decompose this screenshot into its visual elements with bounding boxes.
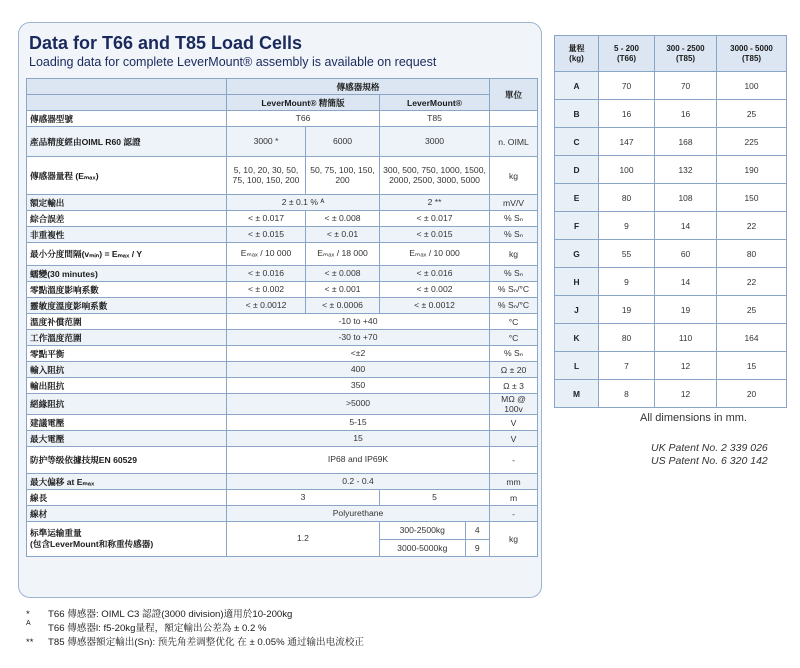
spec-unit: Ω ± 3	[490, 378, 538, 394]
variant-header-standard: LeverMount®	[380, 95, 490, 111]
dimensions-note: All dimensions in mm.	[640, 412, 747, 424]
dim-value: 12	[655, 352, 717, 380]
spec-unit: % Sₙ/°C	[490, 298, 538, 314]
spec-label: 綜合誤差	[27, 211, 227, 227]
dim-value: 16	[655, 100, 717, 128]
footnote-text: T66 傳感器l: f5-20kg量程，額定輸出公差為 ± 0.2 %	[48, 623, 267, 634]
dim-value: 22	[717, 212, 787, 240]
dim-value: 14	[655, 268, 717, 296]
unit-header: 單位	[490, 79, 538, 111]
spec-unit: n. OIML	[490, 127, 538, 157]
spec-row	[27, 362, 538, 378]
dim-value: 80	[599, 184, 655, 212]
spec-unit: MΩ @ 100v	[490, 394, 538, 415]
spec-value-t85: < ± 0.002	[380, 282, 490, 298]
spec-row	[27, 314, 538, 330]
spec-label: 建議電壓	[27, 415, 227, 431]
spec-unit: % Sₙ	[490, 211, 538, 227]
spec-row	[27, 415, 538, 431]
dim-key: C	[555, 128, 599, 156]
footnote	[26, 620, 364, 634]
spec-value-t85: T85	[380, 111, 490, 127]
dim-header	[655, 36, 717, 72]
spec-value-t85: < ± 0.017	[380, 211, 490, 227]
dim-value: 15	[717, 352, 787, 380]
spec-row-weight	[27, 522, 538, 557]
dim-row	[555, 240, 787, 268]
dim-row	[555, 212, 787, 240]
spec-value-t85: 2 **	[380, 195, 490, 211]
dim-value: 20	[717, 380, 787, 408]
spec-value-t66-compact: < ± 0.017	[227, 211, 306, 227]
dim-key: A	[555, 72, 599, 100]
spec-value-t66-compact: 5, 10, 20, 30, 50, 75, 100, 150, 200	[227, 157, 306, 195]
dim-value: 9	[599, 212, 655, 240]
dim-value: 164	[717, 324, 787, 352]
spec-value: -30 to +70	[227, 330, 490, 346]
dim-header-line: 3000 - 5000	[730, 43, 773, 53]
dim-value: 168	[655, 128, 717, 156]
spec-value-t66: 3	[227, 490, 380, 506]
spec-row	[27, 298, 538, 314]
dim-row	[555, 72, 787, 100]
uk-patent: UK Patent No. 2 339 026	[651, 442, 768, 454]
spec-value-t85: Eₘₐₓ / 10 000	[380, 243, 490, 266]
dim-header-line: (kg)	[569, 53, 584, 63]
spec-header-blank	[27, 79, 227, 95]
footnote-mark: *	[26, 609, 30, 620]
spec-label: 最大電壓	[27, 431, 227, 447]
footnote	[26, 634, 364, 648]
spec-row	[27, 111, 538, 127]
weight-range: 3000-5000kg	[380, 539, 465, 556]
spec-value-t85: < ± 0.0012	[380, 298, 490, 314]
footnote-text: T85 傳感器額定輸出(Sn): 预先角差调整优化 在 ± 0.05% 通过输出电流校正	[48, 637, 365, 648]
spec-value-t85: 300, 500, 750, 1000, 1500, 2000, 2500, 3000, 5000	[380, 157, 490, 195]
spec-label: 產品精度經由OIML R60 認證	[27, 127, 227, 157]
dim-key: D	[555, 156, 599, 184]
dim-header-line: (T66)	[616, 53, 637, 63]
spec-header-blank	[27, 95, 227, 111]
dim-row	[555, 380, 787, 408]
spec-value-t85: 3000	[380, 127, 490, 157]
dim-value: 16	[599, 100, 655, 128]
spec-unit: kg	[490, 243, 538, 266]
spec-row	[27, 431, 538, 447]
dim-row	[555, 128, 787, 156]
spec-label: 絕緣阻抗	[27, 394, 227, 415]
spec-value-t66-compact: 3000 *	[227, 127, 306, 157]
footnote-mark: A	[26, 620, 31, 627]
dim-key: M	[555, 380, 599, 408]
spec-value: 5-15	[227, 415, 490, 431]
spec-label: 零點平衡	[27, 346, 227, 362]
spec-unit: Ω ± 20	[490, 362, 538, 378]
spec-row	[27, 227, 538, 243]
dim-key: H	[555, 268, 599, 296]
dim-value: 9	[599, 268, 655, 296]
spec-label: 零點溫度影响系數	[27, 282, 227, 298]
spec-value: -10 to +40	[227, 314, 490, 330]
spec-unit: -	[490, 447, 538, 474]
spec-table	[26, 78, 538, 557]
dim-row	[555, 324, 787, 352]
dim-row	[555, 268, 787, 296]
weight-subtable	[380, 522, 489, 556]
spec-row	[27, 346, 538, 362]
spec-panel	[18, 22, 542, 598]
dim-key: G	[555, 240, 599, 268]
spec-unit	[490, 111, 538, 127]
spec-label: 最小分度間隔(vₘᵢₙ) = Eₘₐₓ / Y	[27, 243, 227, 266]
spec-unit: V	[490, 415, 538, 431]
dim-key: E	[555, 184, 599, 212]
spec-unit: % Sₙ	[490, 346, 538, 362]
weight-value-t85	[380, 522, 490, 557]
spec-value-t66-compact: < ± 0.0012	[227, 298, 306, 314]
spec-value: Polyurethane	[227, 506, 490, 522]
spec-label: 額定輸出	[27, 195, 227, 211]
spec-value: >5000	[227, 394, 490, 415]
footnote-mark: **	[26, 637, 34, 648]
spec-row	[27, 330, 538, 346]
weight-label-line1: 标準运输重量	[30, 528, 82, 538]
spec-unit: °C	[490, 330, 538, 346]
spec-row	[27, 282, 538, 298]
spec-label: 防护等级依據技規EN 60529	[27, 447, 227, 474]
spec-label: 傳感器量程 (Eₘₐₓ)	[27, 157, 227, 195]
footnotes	[26, 606, 364, 648]
spec-row	[27, 474, 538, 490]
spec-unit: % Sₙ	[490, 227, 538, 243]
dim-header-line: (T85)	[675, 53, 696, 63]
dim-value: 150	[717, 184, 787, 212]
dim-value: 55	[599, 240, 655, 268]
dim-value: 19	[599, 296, 655, 324]
spec-value-t85: < ± 0.015	[380, 227, 490, 243]
spec-label: 最大偏移 at Eₘₐₓ	[27, 474, 227, 490]
dim-value: 25	[717, 296, 787, 324]
us-patent: US Patent No. 6 320 142	[651, 455, 768, 467]
dim-key: B	[555, 100, 599, 128]
spec-value-t66-standard: < ± 0.008	[306, 266, 380, 282]
spec-row	[27, 127, 538, 157]
spec-value-t66-standard: < ± 0.008	[306, 211, 380, 227]
dim-value: 147	[599, 128, 655, 156]
spec-unit: mV/V	[490, 195, 538, 211]
dim-header	[555, 36, 599, 72]
spec-value: <±2	[227, 346, 490, 362]
spec-value-t66: 2 ± 0.1 % ᴬ	[227, 195, 380, 211]
dim-header-line: (T85)	[741, 53, 762, 63]
spec-value-t66-standard: < ± 0.0006	[306, 298, 380, 314]
spec-value: 350	[227, 378, 490, 394]
dim-value: 110	[655, 324, 717, 352]
dim-value: 225	[717, 128, 787, 156]
spec-row	[27, 378, 538, 394]
spec-row	[27, 490, 538, 506]
dim-value: 132	[655, 156, 717, 184]
page-subtitle: Loading data for complete LeverMount® assembly is available on request	[29, 55, 437, 69]
spec-row	[27, 157, 538, 195]
spec-row	[27, 195, 538, 211]
spec-unit: kg	[490, 522, 538, 557]
spec-value-t66: T66	[227, 111, 380, 127]
dim-row	[555, 352, 787, 380]
dim-value: 100	[717, 72, 787, 100]
spec-value-t66-compact: < ± 0.015	[227, 227, 306, 243]
spec-row	[27, 211, 538, 227]
dim-header	[717, 36, 787, 72]
dim-value: 108	[655, 184, 717, 212]
weight-value: 4	[465, 522, 489, 539]
spec-unit: kg	[490, 157, 538, 195]
footnote-text: T66 傳感器: OIML C3 認證(3000 division)適用於10-200kg	[48, 609, 293, 620]
spec-value-t66-standard: 50, 75, 100, 150, 200	[306, 157, 380, 195]
dim-key: K	[555, 324, 599, 352]
dim-value: 25	[717, 100, 787, 128]
spec-row	[27, 243, 538, 266]
spec-value: 400	[227, 362, 490, 378]
spec-unit: mm	[490, 474, 538, 490]
spec-unit: % Sₙ/°C	[490, 282, 538, 298]
dim-header	[599, 36, 655, 72]
dim-row	[555, 156, 787, 184]
dim-row	[555, 296, 787, 324]
spec-label: 線材	[27, 506, 227, 522]
spec-label	[27, 522, 227, 557]
weight-value: 9	[474, 542, 480, 553]
spec-row	[27, 394, 538, 415]
dimension-table	[554, 35, 787, 408]
spec-unit: % Sₙ	[490, 266, 538, 282]
dim-value: 22	[717, 268, 787, 296]
dim-value: 14	[655, 212, 717, 240]
dim-value: 19	[655, 296, 717, 324]
footnote	[26, 606, 364, 620]
spec-value-t66-standard: 6000	[306, 127, 380, 157]
spec-value: IP68 and IP69K	[227, 447, 490, 474]
dim-header-line: 量程	[568, 43, 585, 53]
spec-value-t66-compact: < ± 0.002	[227, 282, 306, 298]
dim-value: 8	[599, 380, 655, 408]
dim-header-line: 5 - 200	[614, 43, 639, 53]
spec-value: 0.2 - 0.4	[227, 474, 490, 490]
spec-unit: °C	[490, 314, 538, 330]
spec-row	[27, 506, 538, 522]
spec-value-t66-standard: < ± 0.01	[306, 227, 380, 243]
weight-range: 300-2500kg	[380, 522, 465, 539]
dim-value: 190	[717, 156, 787, 184]
dim-key: L	[555, 352, 599, 380]
dim-header-line: 300 - 2500	[666, 43, 705, 53]
spec-unit: -	[490, 506, 538, 522]
spec-value-t66-compact: < ± 0.016	[227, 266, 306, 282]
dim-value: 7	[599, 352, 655, 380]
spec-label: 靈敏度溫度影响系數	[27, 298, 227, 314]
spec-row	[27, 266, 538, 282]
spec-value-t66-compact: Eₘₐₓ / 10 000	[227, 243, 306, 266]
weight-label-line2: (包含LeverMount和称重传感器)	[30, 539, 154, 549]
spec-label: 線長	[27, 490, 227, 506]
spec-label: 輸出阻抗	[27, 378, 227, 394]
page-title: Data for T66 and T85 Load Cells	[29, 33, 303, 53]
spec-value-t85: 5	[380, 490, 490, 506]
spec-value-t66-standard: Eₘₐₓ / 18 000	[306, 243, 380, 266]
dim-value: 60	[655, 240, 717, 268]
dim-value: 70	[599, 72, 655, 100]
spec-label: 蠕變(30 minutes)	[27, 266, 227, 282]
dim-value: 100	[599, 156, 655, 184]
spec-unit: m	[490, 490, 538, 506]
spec-unit: V	[490, 431, 538, 447]
spec-header: 傳感器規格	[227, 79, 490, 95]
spec-value: 15	[227, 431, 490, 447]
variant-header-compact: LeverMount® 精簡版	[227, 95, 380, 111]
spec-label: 輸入阻抗	[27, 362, 227, 378]
spec-label: 溫度补償范圍	[27, 314, 227, 330]
spec-label: 工作溫度范圍	[27, 330, 227, 346]
dim-row	[555, 184, 787, 212]
dim-key: F	[555, 212, 599, 240]
spec-label: 非重複性	[27, 227, 227, 243]
spec-row	[27, 447, 538, 474]
spec-value-t85: < ± 0.016	[380, 266, 490, 282]
dim-value: 70	[655, 72, 717, 100]
spec-value-t66-standard: < ± 0.001	[306, 282, 380, 298]
spec-label: 傳感器型號	[27, 111, 227, 127]
weight-value-t66: 1.2	[227, 522, 380, 557]
dim-value: 80	[717, 240, 787, 268]
dim-row	[555, 100, 787, 128]
dim-value: 80	[599, 324, 655, 352]
dim-value: 12	[655, 380, 717, 408]
dim-key: J	[555, 296, 599, 324]
